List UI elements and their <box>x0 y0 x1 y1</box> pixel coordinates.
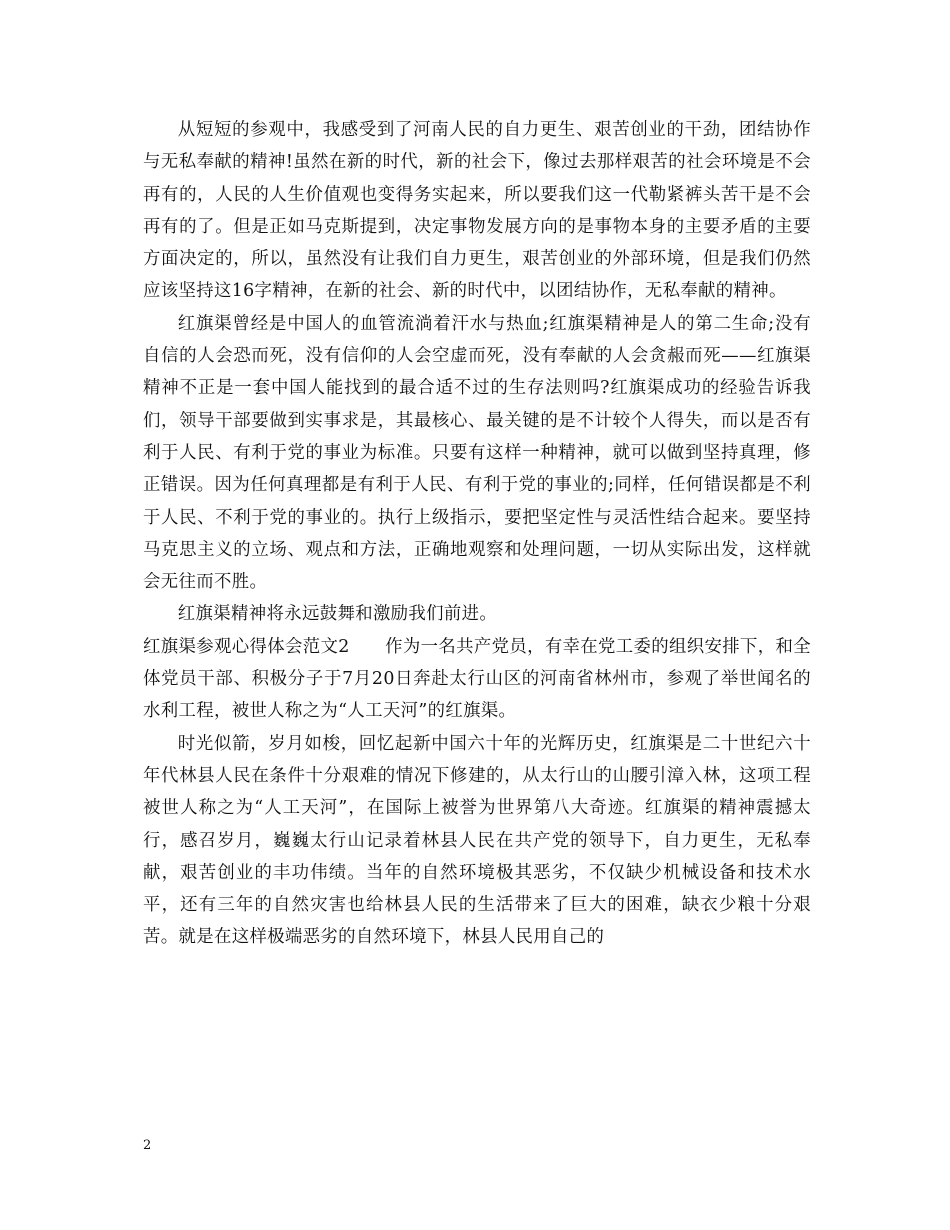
document-body <box>143 114 811 954</box>
paragraph-spirit-reflection: 从短短的参观中，我感受到了河南人民的自力更生、艰苦创业的干劲，团结协作与无私奉献的精神!虽然在新的时代，新的社会下，像过去那样艰苦的社会环境是不会再有的，人民的人生价值观也变得务实起来，所以要我们这一代勒紧裤头苦干是不会再有的了。但是正如马克斯提到，决定事物发展方向的是事物本身的主要矛盾的主要方面决定的，所以，虽然没有让我们自力更生，艰苦创业的外部环境，但是我们仍然应该坚持这16字精神，在新的社会、新的时代中，以团结协作，无私奉献的精神。 <box>143 120 811 302</box>
paragraph-hongqiqu-spirit: 红旗渠曾经是中国人的血管流淌着汗水与热血;红旗渠精神是人的第二生命;没有自信的人会恐而死，没有信仰的人会空虚而死，没有奉献的人会贪赧而死——红旗渠精神不正是一套中国人能找到的最合适不过的生存法则吗?红旗渠成功的经验告诉我们，领导干部要做到实事求是，其最核心、最关键的是不计较个人得失，而以是否有利于人民、有利于党的事业为标准。只要有这样一种精神，就可以做到坚持真理，修正错误。因为任何真理都是有利于人民、有利于党的事业的;同样，任何错误都是不利于人民、不利于党的事业的。执行上级指示，要把坚定性与灵活性结合起来。要坚持马克思主义的立场、观点和方法，正确地观察和处理问题，一切从实际出发，这样就会无往而不胜。 <box>143 313 811 593</box>
paragraph-encouragement: 红旗渠精神将永远鼓舞和激励我们前进。 <box>177 604 498 625</box>
paragraph-history: 时光似箭，岁月如梭，回忆起新中国六十年的光辉历史，红旗渠是二十世纪六十年代林县人民在条件十分艰难的情况下修建的，从太行山的山腰引漳入林，这项工程被世人称之为“人工天河”，在国际上被誉为世界第八大奇迹。红旗渠的精神震撼太行，感召岁月，巍巍太行山记录着林县人民在共产党的领导下，自力更生，无私奉献，艰苦创业的丰功伟绩。当年的自然环境极其恶劣，不仅缺少机械设备和技术水平，还有三年的自然灾害也给林县人民的生活带来了巨大的困难，缺衣少粮十分艰苦。就是在这样极端恶劣的自然环境下，林县人民用自己的 <box>143 733 811 948</box>
paragraph-essay-2-intro: 红旗渠参观心得体会范文2 作为一名共产党员，有幸在党工委的组织安排下，和全体党员干部、积极分子于7月20日奔赴太行山区的河南省林州市，参观了举世闻名的水利工程，被世人称之为“人工天河”的红旗渠。 <box>143 636 811 722</box>
page-number: 2 <box>143 1138 152 1153</box>
